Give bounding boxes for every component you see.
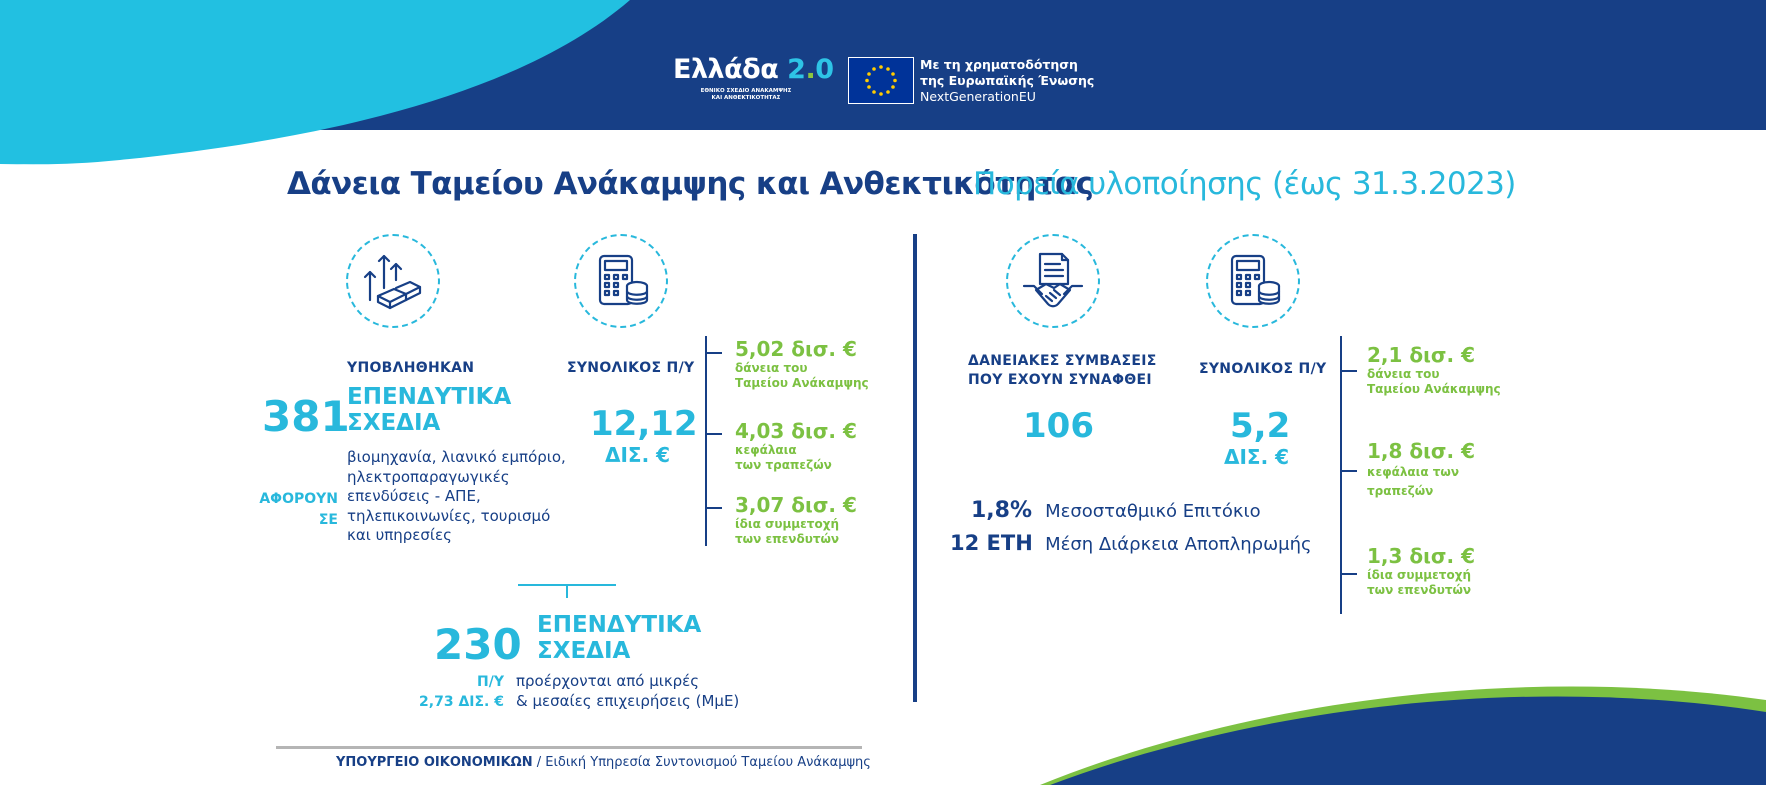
page-subtitle: Πορεία υλοποίησης (έως 31.3.2023) [973,166,1516,202]
investment-growth-icon [346,234,440,328]
breakdown-item: 5,02 δισ. € δάνεια του Ταμείου Ανάκαμψης [735,337,869,390]
breakdown-item: 3,07 δισ. € ίδια συμμετοχή των επενδυτών [735,493,857,546]
total-budget-unit: ΔΙΣ. € [605,443,671,467]
total-budget-unit: ΔΙΣ. € [1224,445,1290,469]
sme-connector [566,584,568,598]
ellada-logo-subtitle: ΕΘΝΙΚΟ ΣΧΕΔΙΟ ΑΝΑΚΑΜΨΗΣ ΚΑΙ ΑΝΘΕΚΤΙΚΟΤΗΤΑΣ [700,88,792,101]
total-budget-label: ΣΥΝΟΛΙΚΟΣ Π/Υ [567,360,695,376]
bracket-tick [706,507,722,509]
submitted-count: 381 [262,392,350,441]
duration-label: Μέση Διάρκεια Αποπληρωμής [1045,534,1312,555]
sme-budget: Π/Υ 2,73 ΔΙΣ. € [419,674,504,710]
sme-plans-title: ΕΠΕΝΔΥΤΙΚΑ ΣΧΕΔΙΑ [537,612,702,664]
rate-value: 1,8% [970,498,1032,523]
breakdown-item: 1,3 δισ. € ίδια συμμετοχή των επενδυτών [1367,544,1475,597]
breakdown-item: 1,8 δισ. € κεφάλαια των τραπεζών [1367,439,1475,498]
contracts-label: ΔΑΝΕΙΑΚΕΣ ΣΥΜΒΑΣΕΙΣ ΠΟΥ ΕΧΟΥΝ ΣΥΝΑΦΘΕΙ [968,353,1157,388]
sme-description: προέρχονται από μικρές & μεσαίες επιχειρήσεις (ΜμΕ) [516,672,740,710]
breakdown-item: 4,03 δισ. € κεφάλαια των τραπεζών [735,419,857,472]
sme-count: 230 [434,620,522,669]
bracket-tick [706,433,722,435]
bracket-tick [1341,370,1357,372]
duration-value: 12 ΕΤΗ [950,531,1033,555]
sectors-list: βιομηχανία, λιανικό εμπόριο, ηλεκτροπαραγωγικές επενδύσεις - ΑΠΕ, τηλεπικοινωνίες, τουρισμό και υπηρεσίες [347,448,566,544]
total-budget-value: 12,12 [590,404,698,444]
ellada-logo: Ελλάδα 2.0 [673,54,834,85]
eu-funding-text: Με τη χρηματοδότηση της Ευρωπαϊκής Ένωσης NextGenerationEU [920,57,1095,104]
budget-bracket [705,336,707,546]
contracts-count: 106 [1023,406,1094,446]
rate-label: Μεσοσταθμικό Επιτόκιο [1045,501,1261,522]
concern-label: ΑΦΟΡΟΥΝ ΣΕ [259,491,338,528]
footer-divider [276,746,862,749]
bracket-tick [1341,470,1357,472]
breakdown-item: 2,1 δισ. € δάνεια του Ταμείου Ανάκαμψης [1367,343,1501,396]
center-divider [913,234,917,702]
calculator-icon [1206,234,1300,328]
rate-row [950,498,1450,523]
submitted-label: ΥΠΟΒΛΗΘΗΚΑΝ [347,360,475,376]
footer-credits: ΥΠΟΥΡΓΕΙΟ ΟΙΚΟΝΟΜΙΚΩΝ / Ειδική Υπηρεσία Συντονισμού Ταμείου Ανάκαμψης [336,755,871,770]
total-budget-value: 5,2 [1230,406,1291,446]
bracket-tick [1341,573,1357,575]
page-title: Δάνεια Ταμείου Ανάκαμψης και Ανθεκτικότητας [287,166,1094,202]
bracket-tick [706,352,722,354]
plans-title: ΕΠΕΝΔΥΤΙΚΑ ΣΧΕΔΙΑ [347,384,512,436]
eu-flag-icon [848,57,914,104]
calculator-icon [574,234,668,328]
total-budget-label: ΣΥΝΟΛΙΚΟΣ Π/Υ [1199,361,1327,377]
handshake-contract-icon [1006,234,1100,328]
